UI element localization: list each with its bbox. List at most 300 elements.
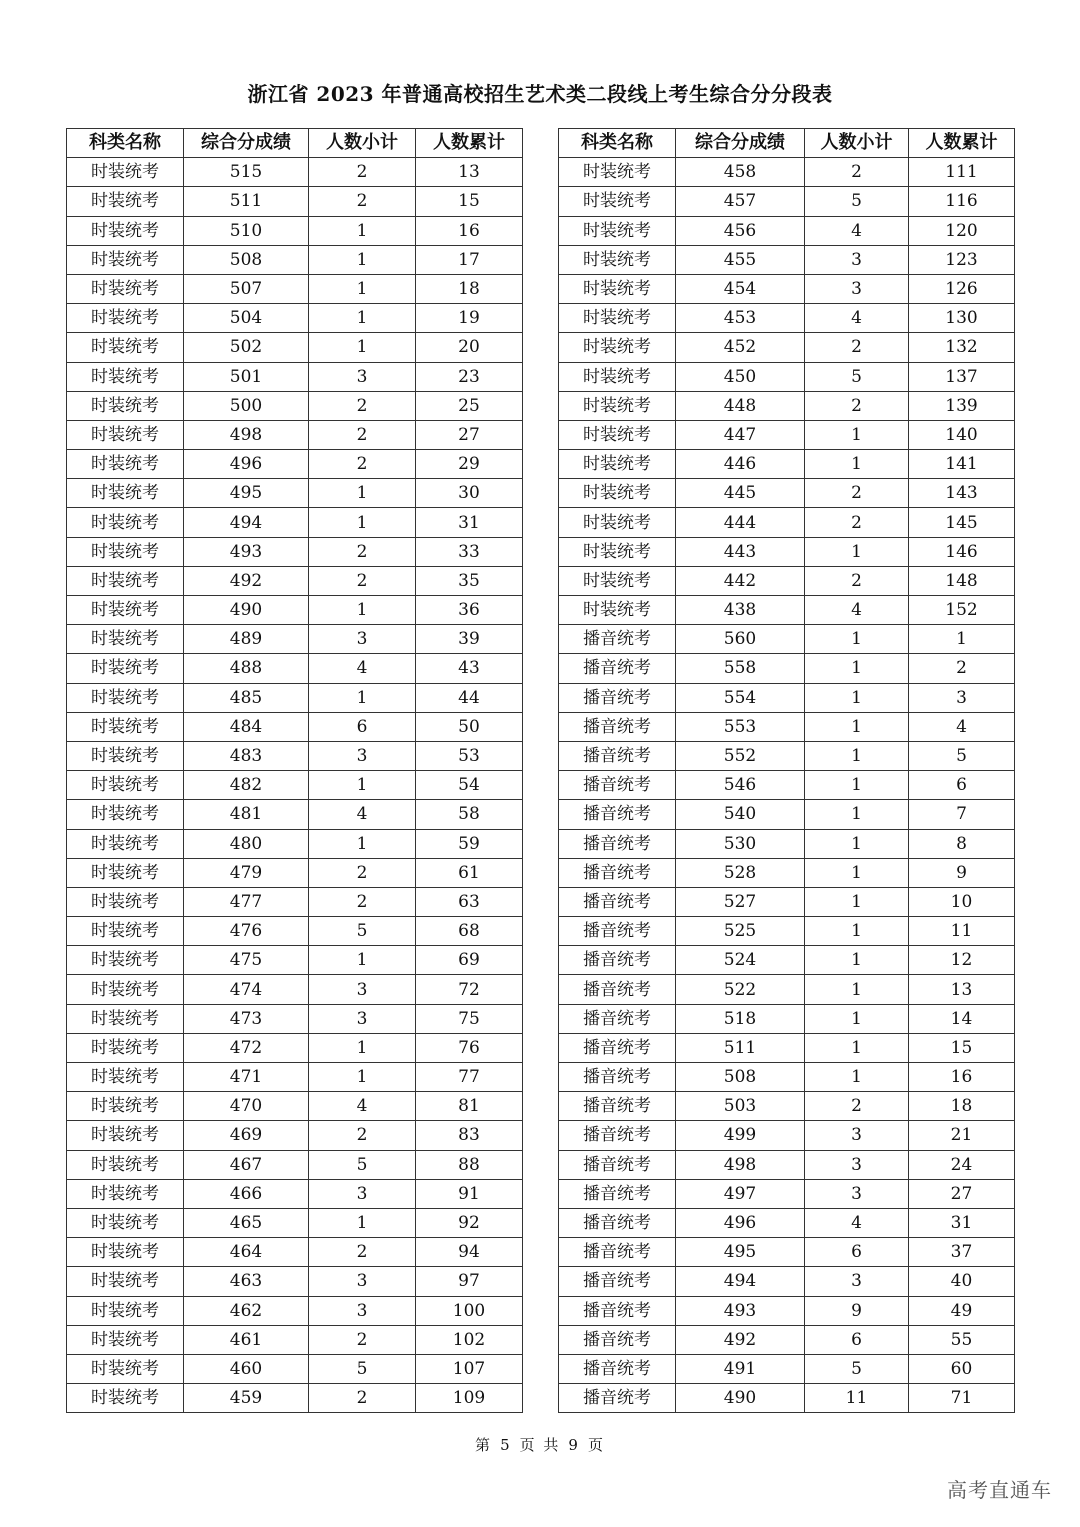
cell-category: 时装统考 [67, 741, 184, 770]
table-row [67, 1004, 523, 1033]
cell-cumulative: 69 [416, 946, 523, 975]
cell-score: 493 [676, 1296, 805, 1325]
cell-score: 525 [676, 917, 805, 946]
cell-score: 528 [676, 858, 805, 887]
table-row [559, 479, 1015, 508]
cell-cumulative: 88 [416, 1150, 523, 1179]
cell-score: 499 [676, 1121, 805, 1150]
cell-cumulative: 68 [416, 917, 523, 946]
cell-category: 时装统考 [67, 1121, 184, 1150]
cell-cumulative: 120 [909, 216, 1015, 245]
table-row [559, 1325, 1015, 1354]
cell-category: 时装统考 [559, 187, 676, 216]
cell-cumulative: 141 [909, 450, 1015, 479]
cell-count: 3 [309, 975, 416, 1004]
cell-score: 496 [676, 1208, 805, 1237]
cell-count: 1 [309, 946, 416, 975]
page-footer [0, 1434, 1080, 1455]
table-row [67, 479, 523, 508]
table-row [559, 800, 1015, 829]
cell-count: 2 [309, 1325, 416, 1354]
cell-count: 11 [805, 1384, 909, 1413]
table-row [67, 537, 523, 566]
cell-score: 495 [184, 479, 309, 508]
cell-cumulative: 12 [909, 946, 1015, 975]
table-row [559, 654, 1015, 683]
cell-category: 时装统考 [559, 333, 676, 362]
cell-category: 时装统考 [67, 274, 184, 303]
cell-cumulative: 25 [416, 391, 523, 420]
cell-count: 2 [309, 158, 416, 187]
header-category: 科类名称 [67, 129, 184, 158]
cell-score: 479 [184, 858, 309, 887]
cell-score: 524 [676, 946, 805, 975]
table-row [67, 1121, 523, 1150]
cell-category: 时装统考 [67, 187, 184, 216]
cell-count: 1 [309, 1063, 416, 1092]
cell-count: 1 [805, 537, 909, 566]
cell-count: 3 [309, 1267, 416, 1296]
cell-score: 530 [676, 829, 805, 858]
cell-score: 501 [184, 362, 309, 391]
cell-score: 454 [676, 274, 805, 303]
cell-category: 时装统考 [67, 245, 184, 274]
cell-count: 6 [805, 1238, 909, 1267]
table-row [67, 800, 523, 829]
table-row [67, 1238, 523, 1267]
cell-score: 485 [184, 683, 309, 712]
cell-category: 播音统考 [559, 1238, 676, 1267]
cell-cumulative: 33 [416, 537, 523, 566]
header-score: 综合分成绩 [184, 129, 309, 158]
cell-cumulative: 97 [416, 1267, 523, 1296]
cell-category: 播音统考 [559, 917, 676, 946]
cell-count: 1 [309, 1033, 416, 1062]
table-row [67, 1179, 523, 1208]
score-table-right [558, 128, 1015, 1413]
cell-cumulative: 92 [416, 1208, 523, 1237]
cell-cumulative: 43 [416, 654, 523, 683]
cell-cumulative: 13 [909, 975, 1015, 1004]
cell-score: 490 [184, 596, 309, 625]
cell-count: 2 [309, 391, 416, 420]
cell-score: 469 [184, 1121, 309, 1150]
cell-score: 443 [676, 537, 805, 566]
cell-cumulative: 109 [416, 1384, 523, 1413]
cell-category: 时装统考 [67, 771, 184, 800]
cell-category: 播音统考 [559, 1150, 676, 1179]
cell-cumulative: 54 [416, 771, 523, 800]
cell-category: 播音统考 [559, 975, 676, 1004]
cell-count: 1 [805, 712, 909, 741]
table-row [67, 1296, 523, 1325]
cell-score: 483 [184, 741, 309, 770]
cell-count: 1 [805, 829, 909, 858]
cell-count: 6 [309, 712, 416, 741]
cell-count: 3 [805, 1121, 909, 1150]
cell-count: 4 [805, 304, 909, 333]
cell-cumulative: 40 [909, 1267, 1015, 1296]
cell-cumulative: 18 [909, 1092, 1015, 1121]
cell-cumulative: 76 [416, 1033, 523, 1062]
cell-cumulative: 30 [416, 479, 523, 508]
cell-category: 时装统考 [67, 1033, 184, 1062]
table-row [67, 1092, 523, 1121]
cell-count: 2 [309, 1238, 416, 1267]
cell-count: 3 [309, 1004, 416, 1033]
cell-score: 511 [184, 187, 309, 216]
cell-score: 462 [184, 1296, 309, 1325]
table-row [67, 917, 523, 946]
cell-score: 490 [676, 1384, 805, 1413]
cell-cumulative: 15 [909, 1033, 1015, 1062]
table-row [559, 508, 1015, 537]
cell-cumulative: 60 [909, 1354, 1015, 1383]
cell-category: 播音统考 [559, 1033, 676, 1062]
table-row [559, 391, 1015, 420]
cell-cumulative: 72 [416, 975, 523, 1004]
table-row [67, 420, 523, 449]
cell-count: 1 [805, 946, 909, 975]
cell-cumulative: 83 [416, 1121, 523, 1150]
cell-category: 时装统考 [559, 158, 676, 187]
table-row [559, 362, 1015, 391]
cell-count: 1 [309, 304, 416, 333]
cell-score: 438 [676, 596, 805, 625]
cell-category: 时装统考 [67, 800, 184, 829]
cell-score: 498 [184, 420, 309, 449]
cell-score: 472 [184, 1033, 309, 1062]
cell-count: 2 [309, 187, 416, 216]
cell-count: 5 [309, 1150, 416, 1179]
table-row [67, 946, 523, 975]
cell-cumulative: 61 [416, 858, 523, 887]
cell-cumulative: 7 [909, 800, 1015, 829]
cell-count: 2 [309, 450, 416, 479]
cell-score: 453 [676, 304, 805, 333]
table-row [559, 887, 1015, 916]
cell-count: 2 [309, 1384, 416, 1413]
cell-cumulative: 126 [909, 274, 1015, 303]
cell-category: 时装统考 [67, 683, 184, 712]
cell-score: 484 [184, 712, 309, 741]
table-row [559, 333, 1015, 362]
cell-category: 时装统考 [67, 566, 184, 595]
cell-count: 1 [805, 654, 909, 683]
cell-cumulative: 107 [416, 1354, 523, 1383]
cell-cumulative: 63 [416, 887, 523, 916]
table-row [67, 508, 523, 537]
table-row [559, 216, 1015, 245]
watermark: 高考直通车 [947, 1478, 1052, 1502]
table-row [559, 1150, 1015, 1179]
table-row [559, 1238, 1015, 1267]
table-row [559, 420, 1015, 449]
cell-category: 时装统考 [67, 712, 184, 741]
cell-count: 1 [805, 771, 909, 800]
cell-count: 1 [309, 829, 416, 858]
table-row [559, 683, 1015, 712]
cell-category: 播音统考 [559, 1325, 676, 1354]
cell-cumulative: 37 [909, 1238, 1015, 1267]
cell-score: 442 [676, 566, 805, 595]
cell-count: 3 [309, 362, 416, 391]
table-row [559, 450, 1015, 479]
cell-count: 4 [805, 596, 909, 625]
table-row [67, 771, 523, 800]
cell-score: 495 [676, 1238, 805, 1267]
cell-count: 9 [805, 1296, 909, 1325]
cell-score: 467 [184, 1150, 309, 1179]
cell-score: 470 [184, 1092, 309, 1121]
table-row [67, 683, 523, 712]
cell-count: 2 [805, 391, 909, 420]
cell-count: 1 [805, 975, 909, 1004]
table-header-row [67, 129, 523, 158]
cell-score: 522 [676, 975, 805, 1004]
header-score: 综合分成绩 [676, 129, 805, 158]
cell-cumulative: 145 [909, 508, 1015, 537]
table-row [559, 537, 1015, 566]
table-row [559, 158, 1015, 187]
cell-score: 492 [676, 1325, 805, 1354]
cell-cumulative: 100 [416, 1296, 523, 1325]
cell-cumulative: 16 [416, 216, 523, 245]
cell-category: 时装统考 [67, 1179, 184, 1208]
cell-score: 457 [676, 187, 805, 216]
table-row [559, 625, 1015, 654]
cell-count: 2 [805, 158, 909, 187]
table-row [559, 1179, 1015, 1208]
page-prefix: 第 [475, 1436, 493, 1454]
table-row [67, 274, 523, 303]
cell-cumulative: 13 [416, 158, 523, 187]
cell-cumulative: 116 [909, 187, 1015, 216]
cell-score: 493 [184, 537, 309, 566]
cell-score: 503 [676, 1092, 805, 1121]
cell-count: 1 [309, 245, 416, 274]
cell-category: 时装统考 [67, 1208, 184, 1237]
cell-cumulative: 146 [909, 537, 1015, 566]
cell-count: 3 [309, 741, 416, 770]
cell-score: 473 [184, 1004, 309, 1033]
cell-count: 1 [805, 1063, 909, 1092]
cell-score: 455 [676, 245, 805, 274]
table-row [559, 274, 1015, 303]
cell-score: 482 [184, 771, 309, 800]
cell-score: 515 [184, 158, 309, 187]
cell-score: 500 [184, 391, 309, 420]
cell-score: 444 [676, 508, 805, 537]
table-row [559, 917, 1015, 946]
table-row [559, 1121, 1015, 1150]
cell-cumulative: 44 [416, 683, 523, 712]
table-row [67, 391, 523, 420]
cell-cumulative: 140 [909, 420, 1015, 449]
cell-category: 时装统考 [67, 304, 184, 333]
cell-score: 445 [676, 479, 805, 508]
cell-category: 时装统考 [67, 1267, 184, 1296]
cell-category: 时装统考 [559, 537, 676, 566]
cell-category: 时装统考 [67, 333, 184, 362]
cell-count: 1 [309, 508, 416, 537]
cell-score: 492 [184, 566, 309, 595]
cell-cumulative: 130 [909, 304, 1015, 333]
cell-cumulative: 20 [416, 333, 523, 362]
table-row [559, 1063, 1015, 1092]
cell-cumulative: 17 [416, 245, 523, 274]
cell-cumulative: 81 [416, 1092, 523, 1121]
cell-count: 1 [309, 596, 416, 625]
table-row [559, 566, 1015, 595]
cell-score: 508 [676, 1063, 805, 1092]
cell-category: 时装统考 [559, 274, 676, 303]
table-row [559, 712, 1015, 741]
cell-score: 554 [676, 683, 805, 712]
cell-cumulative: 1 [909, 625, 1015, 654]
cell-cumulative: 49 [909, 1296, 1015, 1325]
cell-category: 播音统考 [559, 829, 676, 858]
cell-category: 播音统考 [559, 625, 676, 654]
cell-cumulative: 58 [416, 800, 523, 829]
cell-count: 3 [805, 245, 909, 274]
cell-cumulative: 16 [909, 1063, 1015, 1092]
cell-count: 2 [309, 566, 416, 595]
cell-category: 时装统考 [67, 1092, 184, 1121]
cell-score: 488 [184, 654, 309, 683]
cell-category: 播音统考 [559, 946, 676, 975]
cell-count: 5 [309, 917, 416, 946]
cell-score: 446 [676, 450, 805, 479]
cell-score: 460 [184, 1354, 309, 1383]
cell-cumulative: 3 [909, 683, 1015, 712]
cell-category: 时装统考 [67, 420, 184, 449]
cell-category: 时装统考 [67, 1354, 184, 1383]
cell-score: 466 [184, 1179, 309, 1208]
table-row [67, 829, 523, 858]
table-row [67, 450, 523, 479]
cell-cumulative: 14 [909, 1004, 1015, 1033]
cell-score: 475 [184, 946, 309, 975]
cell-category: 播音统考 [559, 683, 676, 712]
table-row [67, 1033, 523, 1062]
cell-cumulative: 15 [416, 187, 523, 216]
cell-score: 502 [184, 333, 309, 362]
cell-count: 2 [309, 420, 416, 449]
cell-score: 464 [184, 1238, 309, 1267]
table-row [67, 1325, 523, 1354]
cell-score: 452 [676, 333, 805, 362]
table-header-row [559, 129, 1015, 158]
cell-category: 时装统考 [67, 1384, 184, 1413]
cell-count: 4 [805, 1208, 909, 1237]
cell-count: 4 [309, 1092, 416, 1121]
cell-category: 时装统考 [67, 1063, 184, 1092]
table-row [67, 333, 523, 362]
cell-category: 时装统考 [67, 829, 184, 858]
cell-cumulative: 55 [909, 1325, 1015, 1354]
cell-cumulative: 6 [909, 771, 1015, 800]
table-row [67, 596, 523, 625]
table-row [67, 1208, 523, 1237]
cell-cumulative: 9 [909, 858, 1015, 887]
table-row [559, 596, 1015, 625]
table-body-right [559, 158, 1015, 1413]
cell-cumulative: 10 [909, 887, 1015, 916]
cell-cumulative: 23 [416, 362, 523, 391]
table-row [559, 187, 1015, 216]
cell-count: 4 [805, 216, 909, 245]
cell-cumulative: 132 [909, 333, 1015, 362]
cell-category: 播音统考 [559, 887, 676, 916]
header-count: 人数小计 [805, 129, 909, 158]
cell-score: 527 [676, 887, 805, 916]
table-row [559, 1004, 1015, 1033]
table-row [67, 712, 523, 741]
table-row [67, 654, 523, 683]
cell-category: 时装统考 [559, 216, 676, 245]
cell-category: 时装统考 [559, 245, 676, 274]
cell-category: 时装统考 [559, 391, 676, 420]
cell-cumulative: 143 [909, 479, 1015, 508]
cell-category: 时装统考 [67, 391, 184, 420]
header-cumulative: 人数累计 [909, 129, 1015, 158]
cell-score: 497 [676, 1179, 805, 1208]
table-row [559, 1267, 1015, 1296]
cell-cumulative: 36 [416, 596, 523, 625]
cell-count: 5 [805, 1354, 909, 1383]
table-row [67, 187, 523, 216]
cell-category: 时装统考 [67, 917, 184, 946]
cell-category: 时装统考 [67, 654, 184, 683]
cell-cumulative: 71 [909, 1384, 1015, 1413]
table-row [559, 771, 1015, 800]
cell-category: 时装统考 [559, 362, 676, 391]
cell-category: 时装统考 [67, 508, 184, 537]
cell-category: 时装统考 [559, 566, 676, 595]
cell-category: 时装统考 [67, 1150, 184, 1179]
cell-score: 552 [676, 741, 805, 770]
cell-cumulative: 50 [416, 712, 523, 741]
cell-cumulative: 27 [416, 420, 523, 449]
cell-category: 播音统考 [559, 654, 676, 683]
cell-category: 时装统考 [559, 508, 676, 537]
header-category: 科类名称 [559, 129, 676, 158]
cell-count: 4 [309, 800, 416, 829]
table-row [67, 1063, 523, 1092]
cell-score: 481 [184, 800, 309, 829]
cell-count: 2 [309, 887, 416, 916]
cell-score: 465 [184, 1208, 309, 1237]
cell-category: 播音统考 [559, 1354, 676, 1383]
cell-score: 494 [184, 508, 309, 537]
cell-score: 480 [184, 829, 309, 858]
cell-count: 5 [309, 1354, 416, 1383]
table-row [559, 245, 1015, 274]
cell-category: 时装统考 [559, 479, 676, 508]
table-row [559, 304, 1015, 333]
cell-count: 2 [805, 1092, 909, 1121]
cell-category: 播音统考 [559, 800, 676, 829]
header-count: 人数小计 [309, 129, 416, 158]
table-row [67, 158, 523, 187]
document-title: 浙江省 2023 年普通高校招生艺术类二段线上考生综合分分段表 [247, 82, 833, 106]
page-current: 5 [500, 1436, 512, 1454]
cell-cumulative: 137 [909, 362, 1015, 391]
cell-score: 546 [676, 771, 805, 800]
cell-cumulative: 4 [909, 712, 1015, 741]
cell-category: 时装统考 [559, 304, 676, 333]
